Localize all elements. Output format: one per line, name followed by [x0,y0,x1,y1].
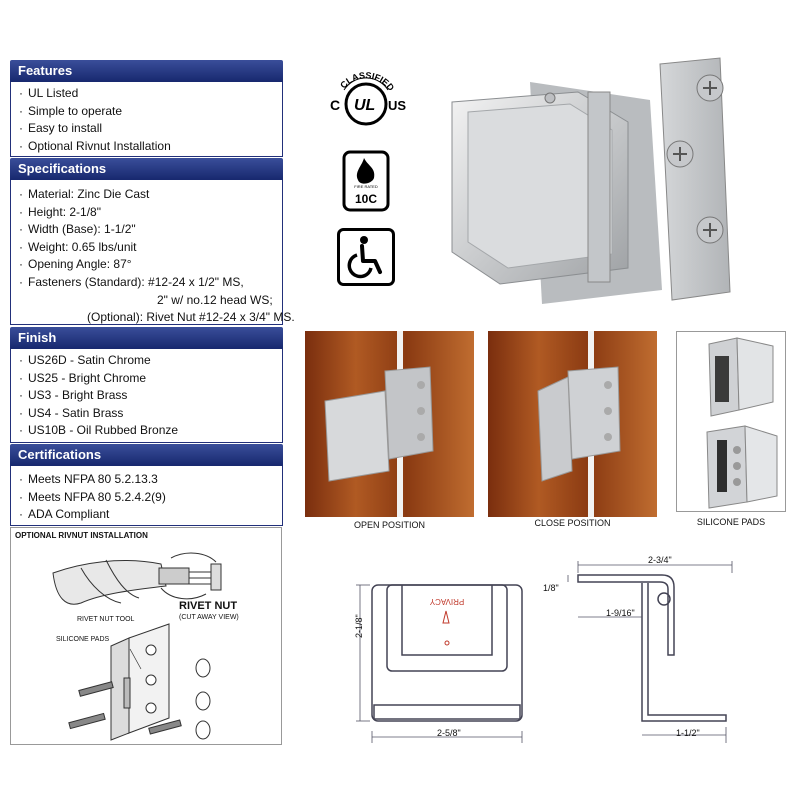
fire-rated-icon [342,150,390,212]
finish-heading: Finish [10,327,283,349]
ul-us-text: US [388,98,407,113]
ul-mark-text: UL [354,97,376,114]
close-position-photo [488,331,657,517]
silicone-pads-label: SILICONE PADS [56,636,110,643]
rivet-nut-label: RIVET NUT [179,600,238,612]
list-item: · US26D - Satin Chrome [19,353,151,367]
list-item: · Optional Rivnut Installation [19,138,171,153]
list-item: · US10B - Oil Rubbed Bronze [19,423,179,438]
close-position-caption: CLOSE POSITION [534,518,611,528]
features-list [10,82,283,157]
list-item: · Meets NFPA 80 5.2.4.2(9) [19,489,166,504]
open-position-caption: OPEN POSITION [353,520,425,530]
silicone-pads-caption: SILICONE PADS [696,517,766,527]
list-item: · UL Listed [19,86,79,100]
base-dimension: 1-1/2" [676,728,700,738]
list-item: (Optional): Rivet Nut #12-24 x 3/4" MS. [87,310,295,325]
list-item: · Simple to operate [19,103,123,118]
product-photo [430,52,800,312]
open-position-photo [305,331,474,517]
top-width-dimension: 2-3/4" [648,555,672,565]
privacy-marking: PRIVACY [429,597,465,606]
fire-rated-text: FIRE RATED [354,184,378,189]
ul-c-text: C [330,97,341,113]
rivnut-title: OPTIONAL RIVNUT INSTALLATION [15,531,148,540]
certifications-heading: Certifications [10,444,283,466]
rivnut-installation-panel [10,527,282,745]
list-item: · Height: 2-1/8" [19,204,101,219]
features-heading: Features [10,60,283,82]
list-item: · Weight: 0.65 lbs/unit [19,239,137,254]
list-item: · Width (Base): 1-1/2" [19,222,136,237]
list-item: · Meets NFPA 80 5.2.13.3 [19,472,158,486]
list-item: 2" w/ no.12 head WS; [157,292,273,307]
ul-classified-logo [322,62,410,140]
finish-list [10,349,283,443]
inner-dimension: 1-9/16" [606,608,635,618]
list-item: · US3 - Bright Brass [19,388,128,403]
specifications-heading: Specifications [10,158,283,180]
list-item: · US4 - Satin Brass [19,405,124,420]
list-item: · Easy to install [19,121,103,136]
rivet-nut-tool-label: RIVET NUT TOOL [77,616,135,623]
list-item: · US25 - Bright Chrome [19,370,147,385]
cutaway-label: (CUT AWAY VIEW) [179,614,239,621]
list-item: · Opening Angle: 87° [19,257,132,272]
list-item: · Fasteners (Standard): #12-24 x 1/2" MS, [19,274,244,289]
wheelchair-icon [337,228,395,286]
rivnut-illustration [11,528,281,744]
height-dimension: 2-1/8" [354,614,364,638]
technical-drawing [342,555,800,750]
specifications-list [10,180,295,325]
thickness-dimension: 1/8" [543,583,559,593]
silicone-pads-photo [676,331,786,512]
certifications-list [10,466,283,526]
width-dimension: 2-5/8" [437,728,461,738]
list-item: · Material: Zinc Die Cast [19,187,150,201]
fire-rating-text: 10C [354,192,378,206]
list-item: · ADA Compliant [19,507,110,522]
ul-classified-text: CLASSIFIED [338,70,397,93]
spec-panel [10,60,295,525]
